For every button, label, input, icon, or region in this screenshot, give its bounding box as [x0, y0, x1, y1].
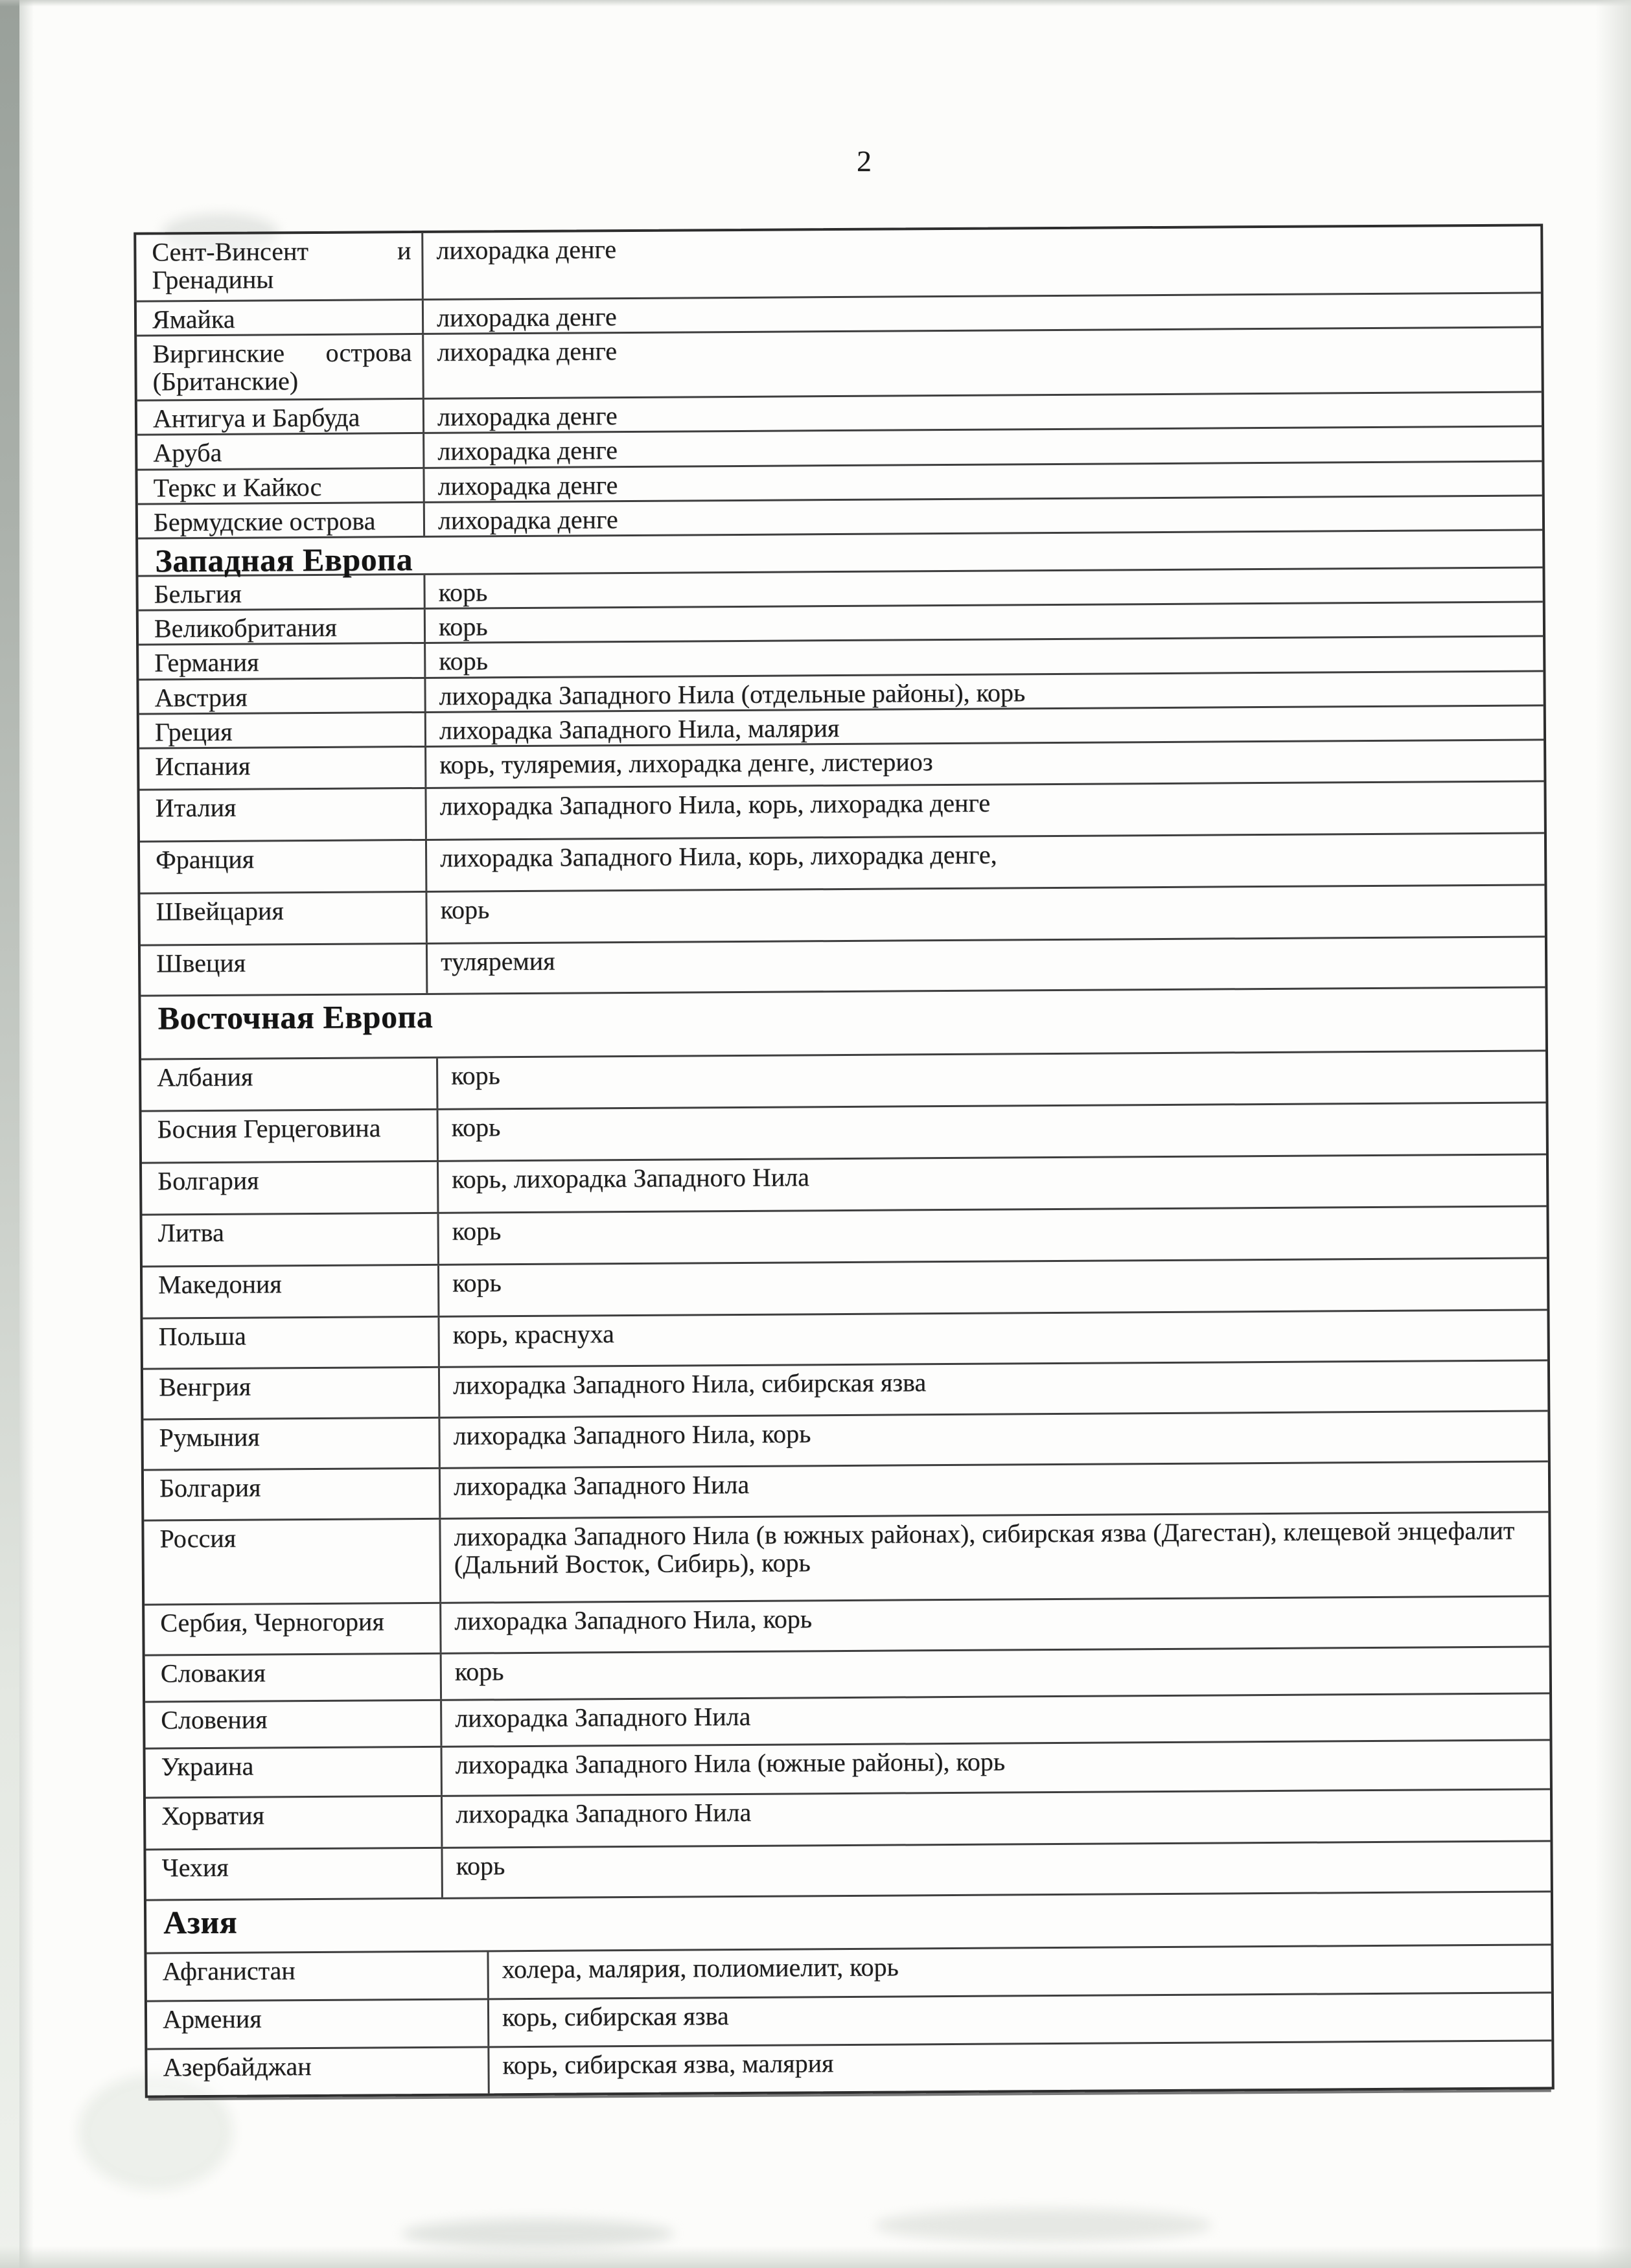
country-cell: Великобритания — [154, 612, 337, 643]
country-cell: Польша — [158, 1321, 246, 1351]
table-row — [142, 1103, 1546, 1163]
country-cell: Россия — [159, 1523, 237, 1553]
country-cell: Виргинские острова (Британские) — [152, 338, 412, 396]
disease-cell: корь — [437, 1103, 1546, 1160]
table-row — [143, 1412, 1547, 1471]
country-cell: Италия — [155, 792, 237, 823]
disease-cell: корь — [423, 568, 1542, 608]
disease-cell: корь — [424, 603, 1543, 643]
country-cell: Литва — [157, 1217, 224, 1248]
scan-edge-left — [0, 0, 19, 2268]
disease-cell: лихорадка денге — [422, 328, 1542, 398]
country-cell: Теркс и Кайкос — [153, 472, 322, 503]
country-cell: Словакия — [160, 1658, 266, 1688]
table-row — [145, 1647, 1549, 1702]
table-row — [143, 1311, 1547, 1369]
disease-cell: лихорадка Западного Нила — [440, 1694, 1549, 1745]
table-row — [144, 1462, 1548, 1521]
disease-cell: корь, лихорадка Западного Нила — [437, 1155, 1546, 1211]
table-row — [143, 1361, 1547, 1420]
country-cell: Антигуа и Барбуда — [152, 402, 360, 433]
disease-cell: лихорадка Западного Нила (в южных районах), сибирская язва (Дагестан), клещевой энцефалит (Дальний Восток, Сибирь), корь — [439, 1513, 1549, 1601]
table-section — [141, 988, 1550, 1901]
scan-smudge — [402, 2219, 674, 2249]
country-cell: Сент-Винсент и Гренадины — [152, 236, 411, 295]
disease-cell: лихорадка денге — [421, 226, 1541, 299]
country-cell: Украина — [161, 1751, 254, 1781]
country-cell: Австрия — [154, 682, 248, 712]
country-cell: Германия — [154, 647, 259, 678]
section-header: Западная Европа — [138, 531, 1542, 577]
country-cell: Греция — [154, 716, 233, 747]
table-row — [146, 1741, 1550, 1798]
disease-cell: лихорадка Западного Нила (отдельные районы), корь — [424, 672, 1543, 711]
scan-edge-top — [0, 0, 1631, 6]
country-cell: Ямайка — [152, 304, 235, 334]
table-section — [136, 226, 1542, 539]
disease-cell: корь — [425, 886, 1544, 943]
country-cell: Албания — [157, 1062, 253, 1092]
country-cell: Болгария — [159, 1472, 261, 1503]
disease-cell: корь, краснуха — [437, 1311, 1547, 1366]
country-cell: Хорватия — [161, 1800, 265, 1831]
disease-cell: лихорадка денге — [423, 496, 1542, 536]
disease-cell: лихорадка Западного Нила, корь — [439, 1597, 1549, 1652]
scan-edge-right — [1595, 0, 1631, 2268]
disease-cell: корь — [441, 1842, 1550, 1897]
disease-cell: лихорадка денге — [422, 462, 1542, 501]
disease-cell: лихорадка Западного Нила, корь, лихорадка денге, — [425, 834, 1544, 891]
table-row — [142, 1155, 1546, 1215]
country-cell: Швейцария — [156, 896, 284, 926]
country-cell: Аруба — [153, 438, 222, 468]
table-row — [140, 834, 1544, 894]
table-row — [146, 1842, 1550, 1901]
disease-cell: лихорадка Западного Нила — [441, 1790, 1550, 1846]
disease-cell: лихорадка Западного Нила — [439, 1462, 1548, 1517]
table-row — [145, 1694, 1549, 1749]
epidemic-countries-table — [133, 223, 1555, 2098]
disease-cell: лихорадка Западного Нила, корь, лихорадка денге — [424, 782, 1544, 839]
disease-cell: корь, туляремия, лихорадка денге, листериоз — [424, 740, 1544, 787]
scan-edge-bottom — [0, 2246, 1631, 2268]
table-row — [144, 1513, 1549, 1605]
country-cell: Франция — [156, 844, 255, 875]
disease-cell: лихорадка денге — [422, 393, 1542, 433]
disease-cell: лихорадка Западного Нила, малярия — [424, 706, 1544, 746]
disease-cell: корь, сибирская язва, малярия — [487, 2041, 1551, 2093]
country-cell: Азербайджан — [163, 2051, 312, 2082]
scan-smudge — [875, 2208, 1212, 2242]
table-row — [139, 782, 1544, 842]
table-row — [143, 1259, 1547, 1319]
disease-cell: корь — [424, 637, 1543, 677]
disease-cell: холера, малярия, полиомиелит, корь — [487, 1945, 1551, 1998]
disease-cell: корь, сибирская язва — [487, 1993, 1551, 2046]
disease-cell: лихорадка денге — [422, 428, 1542, 467]
country-cell: Венгрия — [158, 1371, 251, 1402]
table-row — [147, 1993, 1551, 2050]
country-cell: Чехия — [161, 1852, 229, 1883]
country-cell: Армения — [162, 2004, 262, 2034]
table-row — [141, 1051, 1545, 1112]
country-cell: Босния Герцеговина — [157, 1113, 381, 1144]
disease-cell: лихорадка денге — [422, 293, 1541, 333]
table-row — [145, 1597, 1549, 1656]
country-cell: Швеция — [156, 948, 246, 978]
section-header: Азия — [146, 1892, 1551, 1954]
table-row — [146, 1945, 1551, 2002]
country-cell: Сербия, Черногория — [160, 1607, 384, 1638]
country-cell: Афганистан — [162, 1956, 295, 1986]
country-cell: Бельгия — [154, 578, 242, 609]
table-row — [136, 226, 1541, 302]
country-cell: Македония — [158, 1269, 282, 1300]
table-section — [146, 1892, 1552, 2095]
section-header: Восточная Европа — [141, 988, 1545, 1060]
country-cell: Бермудские острова — [153, 506, 376, 537]
country-cell: Испания — [155, 751, 251, 781]
disease-cell: лихорадка Западного Нила (южные районы), корь — [441, 1741, 1550, 1794]
disease-cell: корь — [437, 1207, 1546, 1263]
country-cell: Болгария — [157, 1165, 259, 1196]
country-cell: Словения — [161, 1704, 268, 1735]
disease-cell: лихорадка Западного Нила, сибирская язва — [438, 1361, 1547, 1416]
table-row — [140, 886, 1544, 946]
disease-cell: туляремия — [426, 937, 1545, 993]
table-row — [142, 1207, 1546, 1267]
disease-cell: корь — [440, 1647, 1549, 1699]
table-row — [141, 937, 1545, 996]
disease-cell: корь — [436, 1051, 1545, 1108]
table-row — [137, 328, 1542, 402]
country-cell: Румыния — [159, 1422, 260, 1452]
page-number: 2 — [857, 144, 872, 178]
table-row — [147, 2041, 1551, 2095]
disease-cell: корь — [437, 1259, 1547, 1315]
disease-cell: лихорадка Западного Нила, корь — [438, 1412, 1547, 1467]
table-section — [138, 531, 1545, 996]
table-row — [146, 1790, 1550, 1850]
scan-edge-left-fade — [19, 0, 34, 2268]
